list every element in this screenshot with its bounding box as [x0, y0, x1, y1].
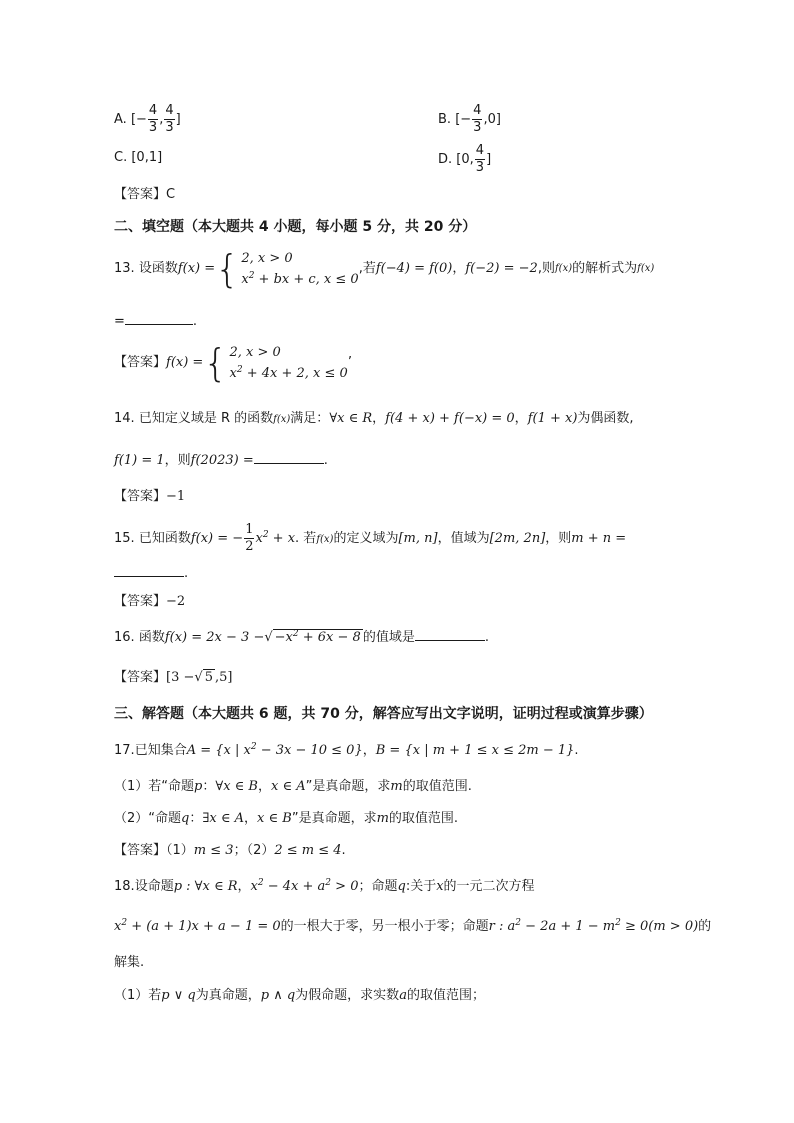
- question-17: 17.已知集合A = {x | $x^2 - 3x - 10 \le 0$}，B = {x | m + 1 ≤ x ≤ 2m − 1}.: [114, 742, 579, 758]
- answer-17: 【答案】（1）m ≤ 3；（2）2 ≤ m ≤ 4.: [114, 843, 346, 858]
- answer-16: 【答案】[3 −√ 5 ,5]: [114, 670, 233, 685]
- question-14-line-2: f(1) = 1，则f(2023) = .: [114, 449, 328, 472]
- answer-15: 【答案】−2: [114, 594, 186, 609]
- answer-13: 【答案】 f(x) = { 2, x > 0 $x^2 + 4x + 2$, x ≤ 0 ’: [114, 341, 352, 385]
- answer-blank[interactable]: [114, 562, 184, 577]
- question-17-part-2: （2）“命题q：∃x ∈ A，x ∈ B”是真命题，求m的取值范围.: [114, 811, 459, 826]
- sqrt-symbol: √: [264, 630, 273, 645]
- answer-blank[interactable]: [415, 626, 485, 641]
- question-17-part-1: （1）若“命题p：∀x ∈ B，x ∈ A”是真命题，求m的取值范围.: [114, 779, 472, 794]
- question-14: 14. 已知定义域是 R 的函数f(x)满足：∀x ∈ R，f(4 + x) + f(−x) = 0，f(1 + x)为偶函数,: [114, 411, 634, 426]
- fraction: $\frac{4}{3}$: [473, 103, 482, 135]
- fraction: $\frac{4}{3}$: [165, 103, 174, 135]
- option-c: C. [0,1]: [114, 150, 163, 165]
- question-16: 16. 函数f(x) = 2x − 3 −√ $-x^2 + 6x - 8$ 的值域是 .: [114, 626, 489, 649]
- answer-tag: 【答案】: [114, 187, 167, 202]
- answer-14: 【答案】−1: [114, 489, 186, 504]
- question-13-blank-line: = .: [114, 310, 197, 333]
- question-18: 18.设命题p : ∀x ∈ R，$x^2 - 4x + a^2 > 0$；命题q:关于x的一元二次方程: [114, 878, 535, 894]
- option-b: B. [− $\frac{4}{3}$ ,0]: [438, 103, 501, 135]
- fraction: $\frac{4}{3}$: [475, 143, 485, 175]
- section-3-title: 三、解答题（本大题共 6 题，共 70 分，解答应写出文字说明，证明过程或演算步骤）: [114, 706, 653, 722]
- sqrt-symbol: √: [194, 670, 203, 685]
- fraction: $\frac{4}{3}$: [148, 103, 158, 135]
- question-18-line-2: $x^2 + (a + 1)x + a - 1 = 0$的一根大于零，另一根小于零；命题r : $a^2 - 2a + 1 - m^2 \ge 0(m > 0)$的: [114, 918, 712, 934]
- question-18-part-1: （1）若p ∨ q为真命题，p ∧ q为假命题，求实数a的取值范围；: [114, 988, 485, 1003]
- question-15-blank-line: .: [114, 562, 188, 585]
- sqrt-radicand: $-x^2 + 6x - 8$: [274, 629, 361, 645]
- piecewise: { 2, x > 0 $x^2$ + bx + c, x ≤ 0: [215, 247, 359, 291]
- question-13: 13. 设函数 f(x) = { 2, x > 0 $x^2$ + bx + c, x ≤ 0 ,若 f(−4) = f(0) ， f(−2) = −2 ,则 f(x) 的解析式为 f(x): [114, 247, 655, 291]
- option-d: D. [0, $\frac{4}{3}$ ]: [438, 143, 492, 175]
- question-15: 15. 已知函数f(x) = − $\frac{1}{2}$ $x^2 + x$. 若f(x)的定义域为[m, n]，值域为[2m, 2n]，则m + n =: [114, 522, 627, 554]
- option-a: A. [− $\frac{4}{3}$ , $\frac{4}{3}$ ]: [114, 103, 181, 135]
- fraction: $\frac{1}{2}$: [245, 522, 254, 554]
- question-18-line-3: 解集.: [114, 955, 145, 970]
- answer-blank[interactable]: [125, 310, 193, 325]
- answer-12: 【答案】C: [114, 187, 176, 202]
- section-2-title: 二、填空题（本大题共 4 小题，每小题 5 分，共 20 分）: [114, 219, 477, 235]
- piecewise: { 2, x > 0 $x^2 + 4x + 2$, x ≤ 0: [203, 341, 348, 385]
- answer-blank[interactable]: [254, 449, 324, 464]
